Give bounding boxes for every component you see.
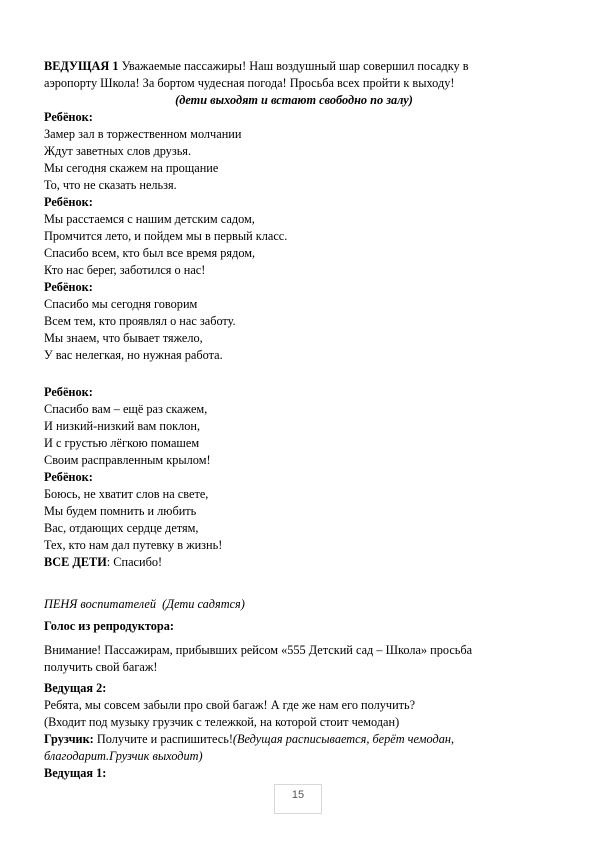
poem-line: И с грустью лёгкою помашем [44,436,200,450]
speaker-host-1: ВЕДУЩАЯ 1 [44,59,119,73]
speaker-child: Ребёнок: [44,470,93,484]
poem-line: Ждут заветных слов друзья. [44,144,192,158]
poem-line: То, что не сказать нельзя. [44,178,177,192]
intro-line-2: аэропорту Школа! За бортом чудесная погода! Просьба всех пройти к выходу! [44,76,455,90]
poem-line: Спасибо вам – ещё раз скажем, [44,402,208,416]
speaker-host-2: Ведущая 2: [44,681,107,695]
porter-direction-1: (Ведущая расписывается, берёт чемодан, [232,732,455,746]
poem-line: Спасибо мы сегодня говорим [44,297,198,311]
speaker-child: Ребёнок: [44,195,93,209]
speaker-loudspeaker: Голос из репродуктора: [44,619,174,633]
stage-direction: (дети выходят и встают свободно по залу) [175,93,413,107]
host2-line-1: Ребята, мы совсем забыли про свой багаж! А где же нам его получить? [44,698,416,712]
poem-line: И низкий-низкий вам поклон, [44,419,201,433]
intro-line-1 [44,58,469,74]
poem-line: Тех, кто нам дал путевку в жизнь! [44,538,223,552]
poem-line: Всем тем, кто проявлял о нас заботу. [44,314,236,328]
poem-line: Промчится лето, и пойдем мы в первый класс. [44,229,288,243]
poem-line: Боюсь, не хватит слов на свете, [44,487,209,501]
porter-text: Получите и распишитесь! [93,732,233,746]
poem-line: У вас нелегкая, но нужная работа. [44,348,223,362]
page-number: 15 [274,784,322,814]
poem-line: Вас, отдающих сердце детям, [44,521,199,535]
song-title: ПЕНЯ воспитателей [44,597,156,611]
speaker-host-1: Ведущая 1: [44,766,107,780]
all-children-line [44,554,162,570]
speaker-porter: Грузчик: [44,732,94,746]
song-line [44,596,245,612]
speaker-child: Ребёнок: [44,385,93,399]
poem-line: Мы будем помнить и любить [44,504,197,518]
speaker-all-children: ВСЕ ДЕТИ [44,555,107,569]
host2-line-2: (Входит под музыку грузчик с тележкой, на которой стоит чемодан) [44,715,400,729]
poem-line: Замер зал в торжественном молчании [44,127,242,141]
poem-line: Спасибо всем, кто был все время рядом, [44,246,256,260]
speaker-child: Ребёнок: [44,280,93,294]
poem-line: Мы расстаемся с нашим детским садом, [44,212,255,226]
poem-line: Мы знаем, что бывает тяжело, [44,331,203,345]
all-children-text: : Спасибо! [106,555,163,569]
poem-line: Своим расправленным крылом! [44,453,211,467]
loudspeaker-line-2: получить свой багаж! [44,660,158,674]
poem-line: Мы сегодня скажем на прощание [44,161,219,175]
speaker-child: Ребёнок: [44,110,93,124]
porter-direction-2: благодарит.Грузчик выходит) [44,749,203,763]
loudspeaker-line-1: Внимание! Пассажирам, прибывших рейсом «555 Детский сад – Школа» просьба [44,643,473,657]
intro-text-1: Уважаемые пассажиры! Наш воздушный шар совершил посадку в [121,59,469,73]
song-direction: (Дети садятся) [162,597,245,611]
porter-line [44,731,454,747]
poem-line: Кто нас берег, заботился о нас! [44,263,206,277]
